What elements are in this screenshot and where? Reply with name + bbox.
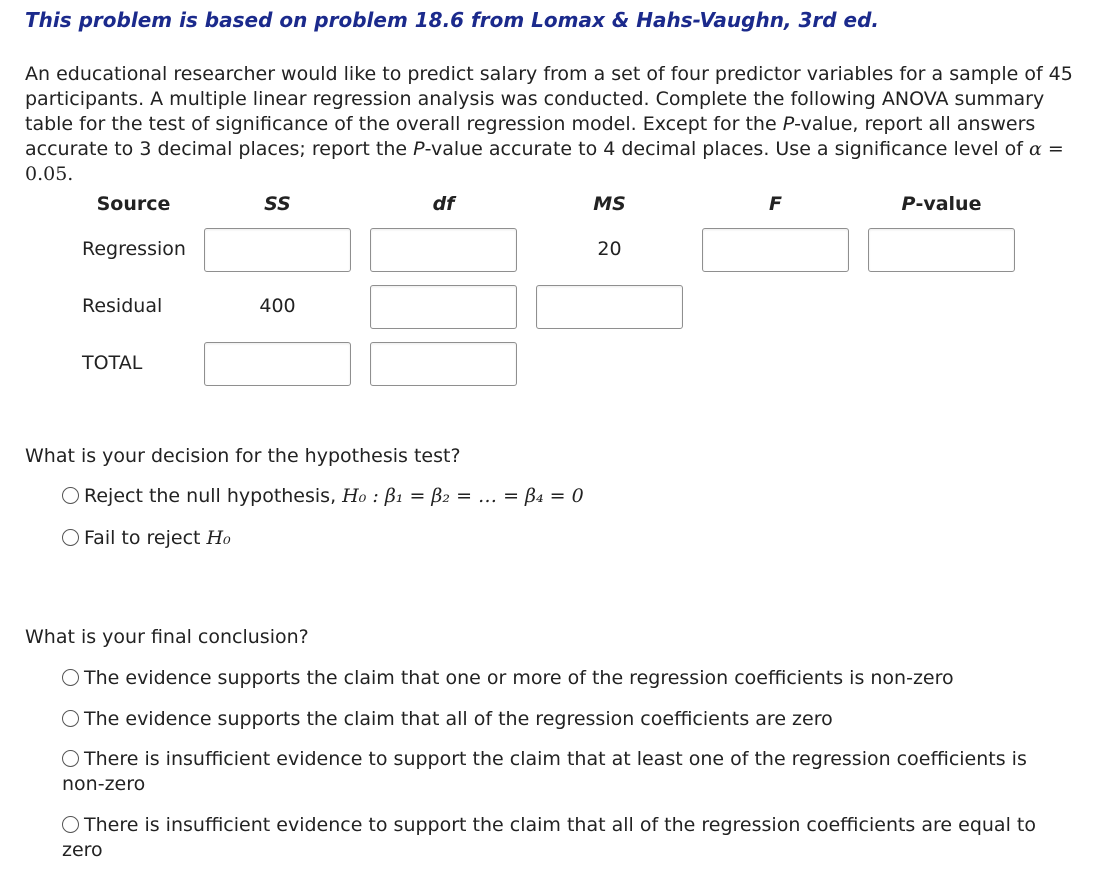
header-f: F [769, 193, 782, 215]
regression-ms-value: 20 [597, 238, 622, 260]
radio-button[interactable] [62, 529, 79, 546]
total-ss-input[interactable] [204, 342, 351, 386]
alpha-value: = 0.05. [25, 138, 1064, 185]
row-label-total: TOTAL [82, 352, 143, 374]
h0-math: H₀ [206, 527, 231, 549]
radio-button[interactable] [62, 816, 79, 833]
row-label-regression: Regression [82, 238, 186, 260]
radio-button[interactable] [62, 669, 79, 686]
regression-pvalue-input[interactable] [868, 228, 1015, 272]
conclusion-option-2[interactable]: The evidence supports the claim that all of the regression coefficients are zero [62, 707, 1072, 732]
conclusion-option-1[interactable]: The evidence supports the claim that one or more of the regression coefficients is non-zero [62, 666, 1072, 691]
residual-df-input[interactable] [370, 285, 517, 329]
regression-f-input[interactable] [702, 228, 849, 272]
radio-button[interactable] [62, 710, 79, 727]
residual-ss-value: 400 [259, 295, 296, 317]
problem-header: This problem is based on problem 18.6 from Lomax & Hahs-Vaughn, 3rd ed. [25, 8, 880, 32]
null-hypothesis-math: H₀ : β₁ = β₂ = … = β₄ = 0 [342, 485, 584, 507]
conclusion-option-4[interactable]: There is insufficient evidence to support the claim that all of the regression coefficients are equal to zero [62, 814, 1036, 861]
radio-button[interactable] [62, 487, 79, 504]
header-ss: SS [264, 193, 291, 215]
header-df: df [432, 193, 455, 215]
radio-button[interactable] [62, 750, 79, 767]
regression-ss-input[interactable] [204, 228, 351, 272]
total-df-input[interactable] [370, 342, 517, 386]
row-label-residual: Residual [82, 295, 163, 317]
header-source: Source [96, 193, 171, 215]
conclusion-option-3[interactable]: There is insufficient evidence to support the claim that at least one of the regression coefficients is non-zero [62, 748, 1027, 795]
decision-option-reject[interactable]: Reject the null hypothesis, H₀ : β₁ = β₂ = … = β₄ = 0 [62, 484, 584, 509]
alpha-symbol: α [1029, 138, 1042, 160]
decision-option-fail-to-reject[interactable]: Fail to reject H₀ [62, 526, 231, 551]
decision-question: What is your decision for the hypothesis test? [25, 445, 461, 467]
residual-ms-input[interactable] [536, 285, 683, 329]
regression-df-input[interactable] [370, 228, 517, 272]
conclusion-question: What is your final conclusion? [25, 626, 309, 648]
header-pvalue: P-value [901, 193, 982, 215]
header-ms: MS [593, 193, 626, 215]
problem-description: An educational researcher would like to predict salary from a set of four predictor variables for a sample of 45 participants. A multiple linear regression analysis was conducted. Complete the following ANOVA summary table for the test of significance of the overall regression model. Except for the P-value, report all answers accurate to 3 decimal places; report the P-value accurate to 4 decimal places. Use a significance level of α = 0.05. [25, 63, 1073, 185]
